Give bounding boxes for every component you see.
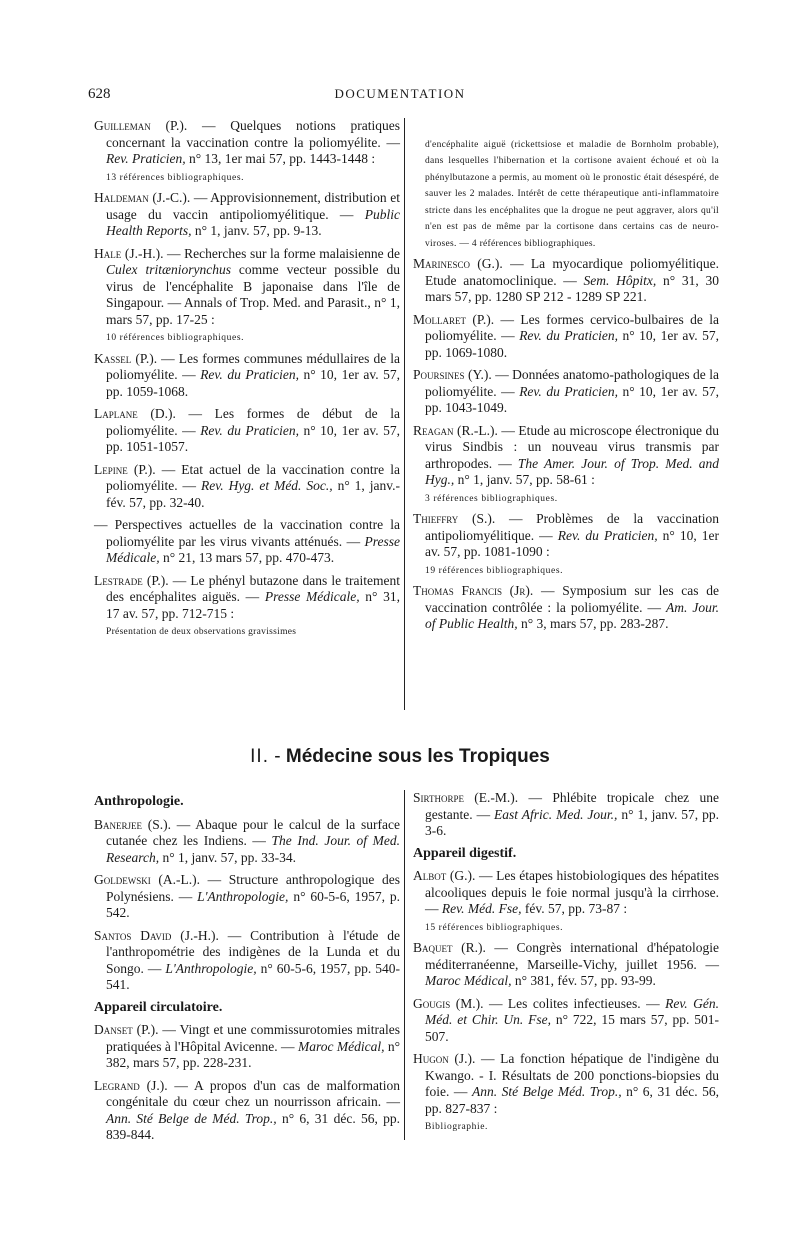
entry-references: 15 références bibliographiques.: [425, 922, 564, 933]
entry-text: — A propos d'un cas de malformation congénitale du cœur chez un nourrisson africain. —: [106, 1077, 401, 1109]
entry-author: Sirthorpe (E.-M.).: [413, 790, 519, 805]
bibliography-entry: [94, 190, 400, 240]
entry-text: — Le phényl butazone dans le traitement des encéphalites aiguës. —: [106, 572, 401, 604]
bibliography-entry: [94, 817, 400, 867]
entry-journal: Public Health Reports,: [106, 206, 401, 238]
entry-author: Marinesco (G.).: [413, 256, 503, 271]
subheading-anthropologie: Anthropologie.: [94, 794, 184, 809]
entry-journal: The Amer. Jour. of Trop. Med. and Hyg.,: [425, 455, 719, 487]
entry-journal: Rev. du Praticien,: [557, 527, 658, 543]
entry-text: — Etude au microscope électronique du virus Sindbis : un nouveau virus transmis par arthropodes. —: [425, 422, 719, 471]
running-head: DOCUMENTATION: [334, 86, 466, 101]
bibliography-entry: [94, 1078, 400, 1144]
entry-author: Banerjee (S.).: [94, 816, 172, 832]
entry-citation: n° 10, 1er av. 57, pp. 1043-1049.: [425, 383, 719, 415]
entry-journal: The Ind. Jour. of Med. Research,: [106, 833, 401, 865]
entry-citation: n° 1, janv. 57, pp. 58-61 :: [457, 472, 595, 487]
entry-text: — Recherches sur la forme malaisienne de: [167, 245, 401, 261]
entry-citation: n° 381, fév. 57, pp. 93-99.: [514, 973, 656, 988]
entry-citation: n° 6, 31 déc. 56, pp. 827-837 :: [425, 1084, 720, 1116]
bibliography-entry: [94, 462, 400, 512]
bibliography-entry: [413, 1051, 719, 1134]
bibliography-entry: [413, 423, 719, 506]
entry-author: Haldeman (J.-C.).: [94, 190, 191, 205]
entry-journal: L'Anthropologie,: [197, 888, 289, 904]
bottom-right-column: [413, 790, 719, 1140]
entry-text: — Structure anthropologique des Polynésiens. —: [106, 872, 400, 904]
entry-author: Thieffry (S.).: [413, 511, 496, 526]
entry-text: — La myocardique poliomyélitique. Etude anatomoclinique. —: [425, 256, 720, 288]
entry-author: Reagan (R.-L.).: [413, 422, 498, 438]
section-dash: -: [274, 746, 281, 767]
entry-text: — Les formes cervico-bulbaires de la poliomyélite. —: [425, 311, 720, 343]
entry-text: — Phlébite tropicale chez une gestante. —: [425, 790, 719, 822]
top-right-column: [413, 118, 719, 639]
entry-citation: n° 60-5-6, 1957, p. 542.: [106, 888, 400, 920]
entry-journal: Rev. du Praticien,: [519, 383, 618, 399]
entry-author: Goldewski (A.-L.).: [94, 872, 200, 887]
entry-citation: n° 1, janv.-fév. 57, pp. 32-40.: [106, 478, 400, 510]
entry-text: — Les étapes histobiologiques des hépatites alcooliques depuis le foie normal jusqu'à la cirrhose. —: [425, 868, 720, 916]
entry-author: Danset (P.).: [94, 1022, 159, 1037]
entry-author: Lepine (P.).: [94, 461, 156, 477]
entry-journal: Rev. du Praticien,: [200, 367, 299, 382]
entry-author: Mollaret (P.).: [413, 311, 495, 327]
entry-citation: fév. 57, pp. 73-87 :: [524, 901, 628, 916]
entry-author: Hugon (J.).: [413, 1051, 476, 1066]
entry-references: 19 références bibliographiques.: [425, 565, 564, 576]
entry-journal: Culex tritæniorynchus: [106, 262, 231, 277]
entry-references: 10 références bibliographiques.: [106, 333, 245, 343]
entry-author: Santos David (J.-H.).: [94, 927, 219, 943]
entry-journal: Rev. du Praticien,: [519, 328, 618, 343]
column-divider-top: [404, 118, 405, 710]
entry-citation: n° 1, janv. 57, pp. 3-6.: [425, 806, 720, 838]
entry-citation: n° 722, 15 mars 57, pp. 501-507.: [425, 1012, 720, 1044]
section-number: II.: [250, 746, 269, 767]
bibliography-entry: [94, 118, 400, 184]
entry-author: Lestrade (P.).: [94, 572, 169, 588]
entry-text: — Perspectives actuelles de la vaccination contre la poliomyélite par les virus vivants atténués. —: [94, 517, 400, 549]
entry-author: Laplane (D.).: [94, 406, 176, 421]
entry-author: Poursines (Y.).: [413, 367, 492, 382]
entry-note: d'encéphalite aiguë (rickettsiose et maladie de Bornholm probable), dans lesquelles l'hibernation et la cortisone avaient échoué et où la phénylbutazone a permis, au moment où le pronostic était désespéré, de sauver les 2 malades. Intérêt de cette thérapeutique anti-inflammatoire stricte dans les encéphalites que la drogue ne peut aggraver, alors qu'il n'en est pas de même par la cortisone dans certains cas de neuro-viroses. — 4 références bibliographiques.: [425, 139, 719, 249]
bibliography-entry: [413, 583, 719, 633]
entry-citation: n° 10, 1er av. 57, pp. 1059-1068.: [106, 367, 400, 399]
subheading-appareil-digestif: Appareil digestif.: [413, 845, 517, 861]
entry-text: — Données anatomo-pathologiques de la poliomyélite. —: [425, 367, 719, 399]
entry-note: Présentation de deux observations gravissimes: [106, 627, 297, 637]
entry-text: — La fonction hépatique de l'indigène du Kwango. - I. Résultats de 200 ponctions-biopsies du foie. —: [425, 1051, 719, 1099]
entry-text: — Contribution à l'étude de l'anthropométrie des indigènes de la Lunda et du Songo. —: [106, 927, 401, 976]
entry-journal: Ann. Sté Belge de Méd. Trop.,: [106, 1110, 277, 1126]
entry-citation: n° 10, 1er av. 57, pp. 1051-1057.: [106, 422, 400, 454]
bibliography-entry: [413, 868, 719, 934]
bibliography-entry: [413, 256, 719, 306]
bibliography-entry: [94, 351, 400, 401]
entry-author: Albot (G.).: [413, 868, 476, 883]
entry-journal: L'Anthropologie,: [165, 960, 257, 976]
entry-citation: comme vecteur possible du virus de l'encéphalite B japonaise dans l'île de Singapour. — Annals of Trop. Med. and Parasit., n° 1, mars 57, pp. 17-25 :: [106, 262, 400, 327]
entry-journal: Presse Médicale,: [264, 589, 360, 604]
entry-journal: Rev. Hyg. et Méd. Soc.,: [201, 478, 333, 493]
bibliography-entry: [413, 118, 719, 250]
entry-journal: Presse Médicale,: [106, 533, 401, 565]
section-title: Médecine sous les Tropiques: [285, 746, 550, 767]
entry-author: Kassel (P.).: [94, 350, 158, 366]
entry-citation: n° 31, 30 mars 57, pp. 1280 SP 212 - 1289 SP 221.: [425, 272, 719, 304]
column-divider-bottom: [404, 790, 405, 1140]
entry-references: Bibliographie.: [425, 1122, 489, 1132]
entry-author: Hale (J.-H.).: [94, 245, 164, 261]
entry-journal: Maroc Médical,: [425, 973, 512, 988]
bibliography-entry: [94, 246, 400, 345]
entry-citation: n° 3, mars 57, pp. 283-287.: [520, 616, 669, 631]
bottom-left-column: [94, 790, 400, 1150]
entry-citation: n° 382, mars 57, pp. 228-231.: [106, 1038, 400, 1070]
bibliography-entry: [413, 790, 719, 840]
entry-text: — Vingt et une commissurotomies mitrales pratiquées à l'Hôpital Avicenne. —: [106, 1022, 400, 1054]
entry-text: — Symposium sur les cas de vaccination contrôlée : la poliomyélite. —: [425, 583, 719, 615]
bibliography-entry: [94, 928, 400, 994]
entry-text: — Etat actuel de la vaccination contre la poliomyélite. —: [106, 461, 400, 493]
entry-citation: n° 10, 1er av. 57, pp. 1081-1090 :: [425, 527, 720, 559]
entry-citation: n° 21, 13 mars 57, pp. 470-473.: [162, 550, 335, 565]
entry-journal: East Afric. Med. Jour.,: [494, 806, 618, 822]
entry-journal: Rev. Gén. Méd. et Chir. Un. Fse,: [425, 995, 720, 1027]
entry-journal: Rev. Praticien,: [106, 151, 186, 166]
entry-text: — Quelques notions pratiques concernant la vaccination contre la poliomyélite. —: [106, 118, 401, 150]
entry-text: — Abaque pour le calcul de la surface cutanée chez les Indiens. —: [106, 816, 400, 848]
entry-author: Thomas Francis (Jr).: [413, 583, 534, 598]
bibliography-entry: [413, 511, 719, 577]
entry-citation: n° 60-5-6, 1957, pp. 540-541.: [106, 960, 401, 992]
subheading-appareil-circulatoire: Appareil circulatoire.: [94, 999, 223, 1015]
entry-author: Gougis (M.).: [413, 995, 484, 1011]
bibliography-entry: [413, 940, 719, 990]
entry-journal: Sem. Hôpitx,: [583, 272, 657, 288]
entry-text: — Approvisionnement, distribution et usage du vaccin antipoliomyélitique. —: [106, 190, 400, 222]
top-left-column: [94, 118, 400, 645]
bibliography-entry: [413, 996, 719, 1046]
page-number: 628: [88, 86, 111, 102]
entry-citation: n° 13, 1er mai 57, pp. 1443-1448 :: [188, 151, 376, 166]
entry-references: 3 références bibliographiques.: [425, 493, 558, 504]
entry-citation: n° 1, janv. 57, pp. 9-13.: [194, 223, 322, 238]
bibliography-entry: [413, 312, 719, 362]
entry-citation: n° 31, 17 av. 57, pp. 712-715 :: [106, 589, 401, 621]
entry-references: 13 références bibliographiques.: [106, 172, 245, 183]
bibliography-entry: [94, 517, 400, 567]
entry-text: — Les colites infectieuses. —: [488, 995, 660, 1011]
entry-citation: n° 6, 31 déc. 56, pp. 839-844.: [106, 1110, 401, 1142]
entry-author: Guilleman (P.).: [94, 118, 188, 133]
entry-text: — Congrès international d'hépatologie méditerranéenne, Marseille-Vichy, juillet 1956. —: [425, 940, 720, 972]
entry-journal: Rev. du Praticien,: [200, 422, 299, 438]
entry-journal: Rev. Méd. Fse,: [441, 901, 522, 916]
bibliography-entry: [94, 1022, 400, 1072]
entry-author: Baquet (R.).: [413, 940, 486, 955]
bibliography-entry: [413, 367, 719, 417]
entry-citation: n° 1, janv. 57, pp. 33-34.: [162, 849, 296, 865]
entry-citation: n° 10, 1er av. 57, pp. 1069-1080.: [425, 328, 719, 360]
section-heading: [0, 746, 800, 768]
entry-text: — Les formes de début de la poliomyélite. —: [106, 406, 400, 438]
entry-author: Legrand (J.).: [94, 1077, 168, 1093]
entry-journal: Am. Jour. of Public Health,: [425, 599, 720, 631]
entry-text: — Problèmes de la vaccination antipoliomyélitique. —: [425, 511, 720, 543]
entry-journal: Ann. Sté Belge Méd. Trop.,: [471, 1084, 622, 1099]
bibliography-entry: [94, 573, 400, 639]
entry-journal: Maroc Médical,: [297, 1038, 385, 1054]
bibliography-entry: [94, 872, 400, 922]
entry-text: — Les formes communes médullaires de la poliomyélite. —: [106, 350, 400, 382]
bibliography-entry: [94, 406, 400, 456]
